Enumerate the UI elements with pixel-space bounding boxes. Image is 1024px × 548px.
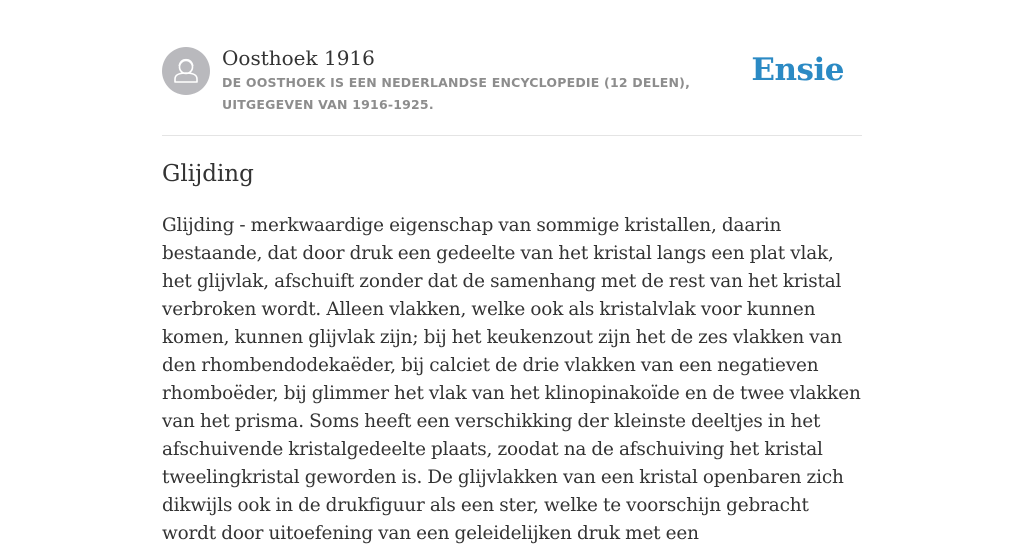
divider <box>162 135 862 136</box>
source-title[interactable]: Oosthoek 1916 <box>222 46 375 70</box>
source-header <box>162 44 862 124</box>
avatar[interactable] <box>162 47 210 95</box>
article-body: Glijding - merkwaardige eigenschap van sommige kristallen, daarin bestaande, dat door druk een gedeelte van het kristal langs een plat vlak, het glijvlak, afschuift zonder dat de samenhang met de rest van het kristal verbroken wordt. Alleen vlakken, welke ook als kristalvlak voor kunnen komen, kunnen glijvlak zijn; bij het keukenzout zijn het de zes vlakken van den rhombendodekaëder, bij calciet de drie vlakken van een negatieven rhomboëder, bij glimmer het vlak van het klinopinakoïde en de twee vlakken van het prisma. Soms heeft een verschikking der kleinste deeltjes in het afschuivende kristalgedeelte plaats, zoodat na de afschuiving het kristal tweelingkristal geworden is. De glijvlakken van een kristal openbaren zich dikwijls ook in de drukfiguur als een ster, welke te voorschijn gebracht wordt door uitoefening van een geleidelijken druk met een <box>162 215 861 544</box>
source-description: DE OOSTHOEK IS EEN NEDERLANDSE ENCYCLOPEDIE (12 DELEN), UITGEGEVEN VAN 1916-1925. <box>222 75 691 112</box>
user-icon <box>162 47 210 95</box>
article-title: Glijding <box>162 161 254 187</box>
brand-logo[interactable]: Ensie <box>751 52 844 88</box>
